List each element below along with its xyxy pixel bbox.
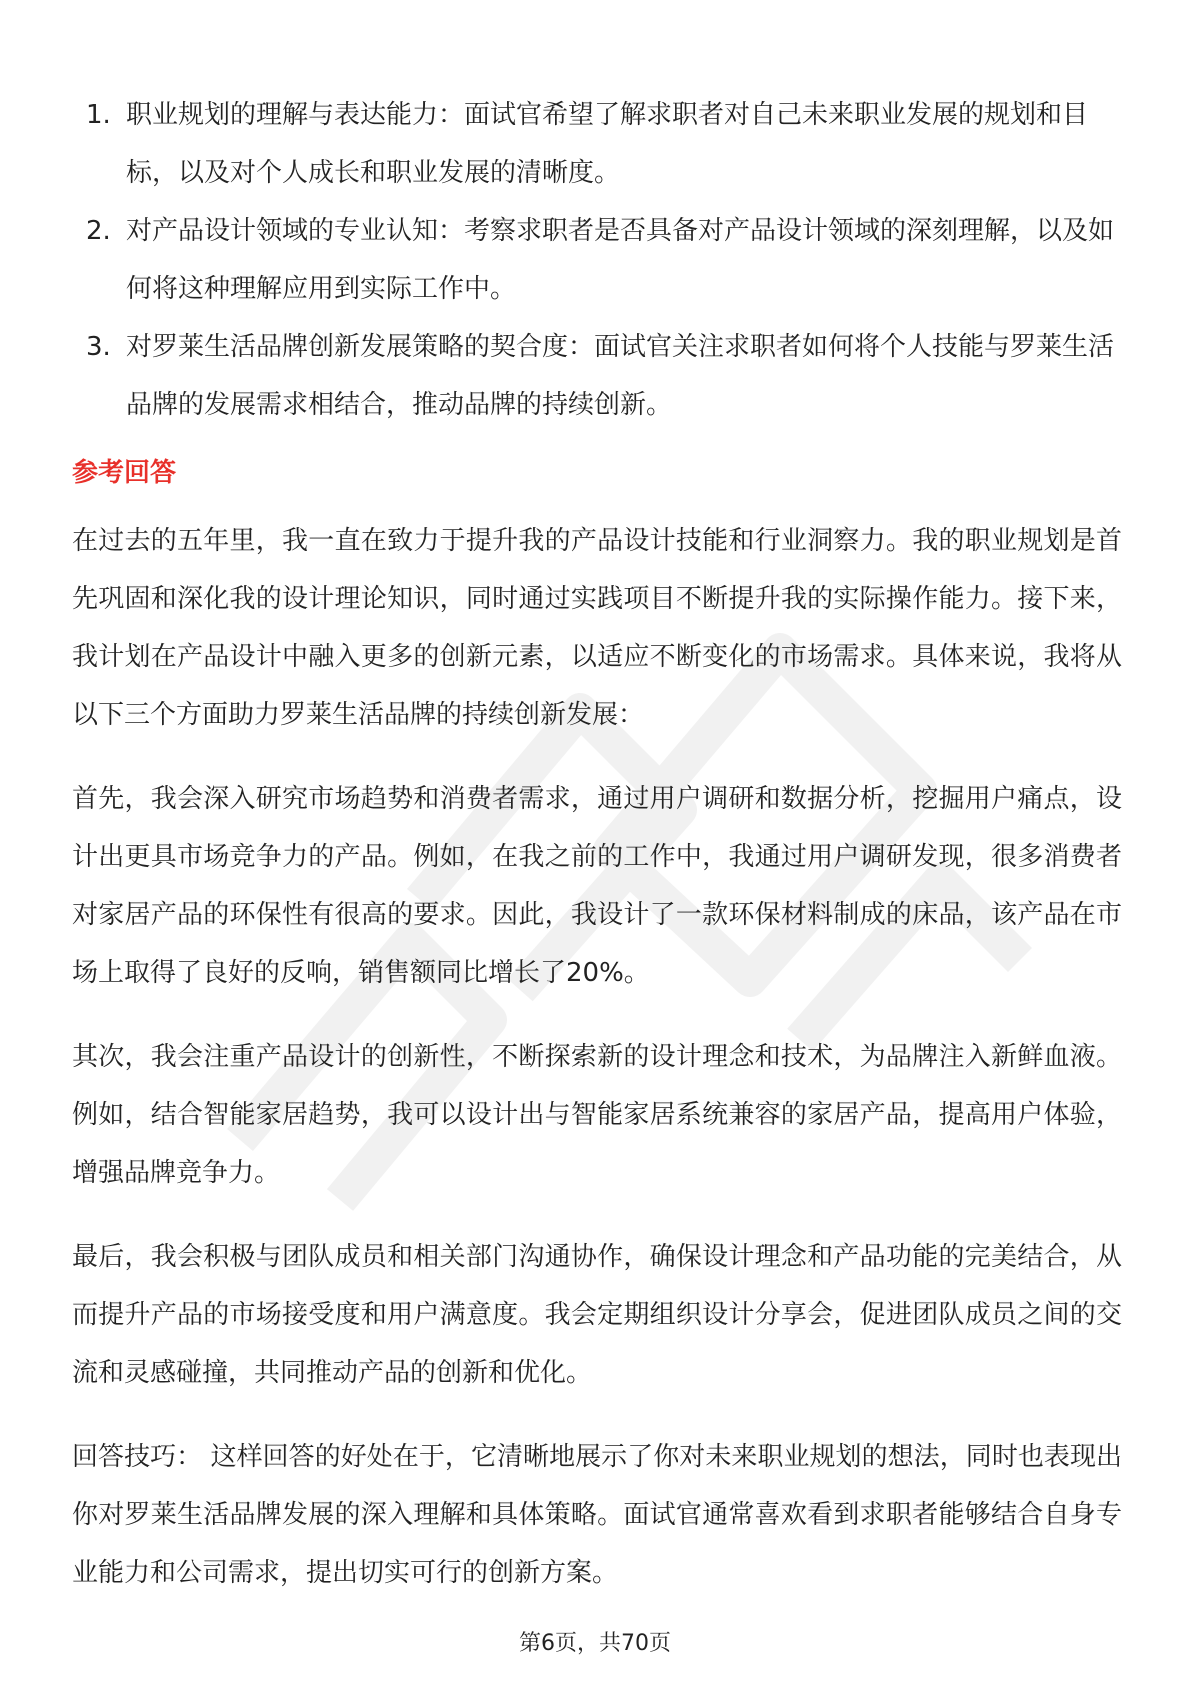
list-item-text: 职业规划的理解与表达能力：面试官希望了解求职者对自己未来职业发展的规划和目标，以及对个人成长和职业发展的清晰度。: [126, 100, 1089, 188]
list-item: [72, 202, 1122, 318]
list-item-text: 对产品设计领域的专业认知：考察求职者是否具备对产品设计领域的深刻理解，以及如何将这种理解应用到实际工作中。: [126, 216, 1115, 304]
answer-paragraph: 其次，我会注重产品设计的创新性，不断探索新的设计理念和技术，为品牌注入新鲜血液。例如，结合智能家居趋势，我可以设计出与智能家居系统兼容的家居产品，提高用户体验，增强品牌竞争力。: [72, 1042, 1122, 1188]
list-item-number: 1.: [86, 100, 111, 130]
answer-tips-paragraph: 回答技巧： 这样回答的好处在于，它清晰地展示了你对未来职业规划的想法，同时也表现出你对罗莱生活品牌发展的深入理解和具体策略。面试官通常喜欢看到求职者能够结合自身专业能力和公司需求，提出切实可行的创新方案。: [72, 1442, 1122, 1588]
evaluation-criteria-list: [72, 86, 1122, 434]
document-content: [72, 86, 1122, 1628]
reference-answer-heading: 参考回答: [72, 458, 177, 488]
list-item-number: 3.: [86, 332, 111, 362]
list-item: [72, 318, 1122, 434]
list-item-text: 对罗莱生活品牌创新发展策略的契合度：面试官关注求职者如何将个人技能与罗莱生活品牌的发展需求相结合，推动品牌的持续创新。: [126, 332, 1115, 420]
answer-paragraph: 首先，我会深入研究市场趋势和消费者需求，通过用户调研和数据分析，挖掘用户痛点，设计出更具市场竞争力的产品。例如，在我之前的工作中，我通过用户调研发现，很多消费者对家居产品的环保性有很高的要求。因此，我设计了一款环保材料制成的床品，该产品在市场上取得了良好的反响，销售额同比增长了20%。: [72, 784, 1122, 988]
list-item: [72, 86, 1122, 202]
answer-paragraph: 最后，我会积极与团队成员和相关部门沟通协作，确保设计理念和产品功能的完美结合，从而提升产品的市场接受度和用户满意度。我会定期组织设计分享会，促进团队成员之间的交流和灵感碰撞，共同推动产品的创新和优化。: [72, 1242, 1122, 1388]
list-item-number: 2.: [86, 216, 111, 246]
page-number-footer: 第6页，共70页: [519, 1631, 671, 1656]
answer-paragraph: 在过去的五年里，我一直在致力于提升我的产品设计技能和行业洞察力。我的职业规划是首先巩固和深化我的设计理论知识，同时通过实践项目不断提升我的实际操作能力。接下来，我计划在产品设计中融入更多的创新元素，以适应不断变化的市场需求。具体来说，我将从以下三个方面助力罗莱生活品牌的持续创新发展：: [72, 526, 1122, 730]
